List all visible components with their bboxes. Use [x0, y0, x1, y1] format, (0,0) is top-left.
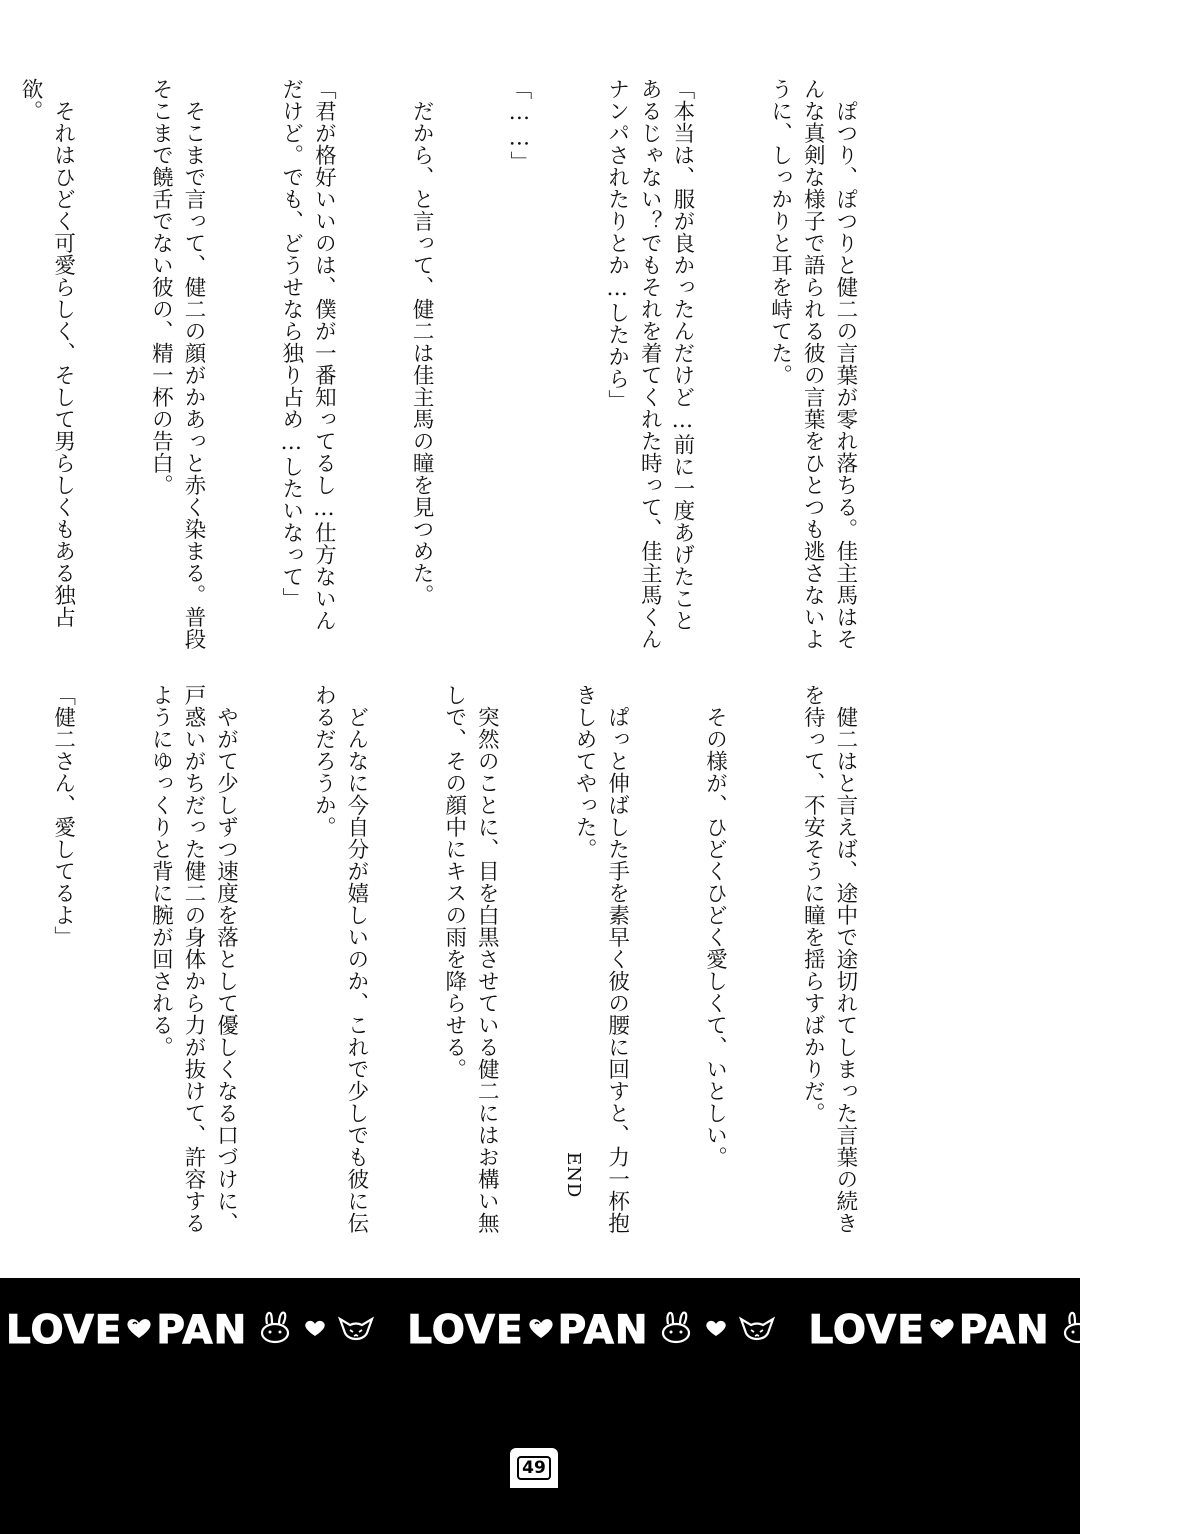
small-heart-icon	[1106, 1318, 1130, 1342]
paragraph: やがて少しずつ速度を落として優しくなる口づけに、戸惑いがちだった健二の身体から力が抜けて、許容するようにゆっくりと背に腕が回される。	[148, 684, 239, 1234]
banner-word-pan: PAN	[958, 1307, 1050, 1353]
heart-icon	[928, 1316, 956, 1344]
banner-word-love: LOVE	[407, 1307, 524, 1353]
end-mark: END	[563, 1152, 584, 1199]
cat-face-icon	[736, 1311, 778, 1349]
paragraph: どんなに今自分が嬉しいのか、これで少しでも彼に伝わるだろうか。	[311, 684, 369, 1234]
cat-face-icon	[1138, 1311, 1180, 1349]
banner-word-love: LOVE	[6, 1307, 123, 1353]
bunny-icon	[255, 1310, 295, 1350]
paragraph: その様が、ひどくひどく愛しくて、いとしい。	[702, 684, 728, 1168]
footer-band	[0, 1278, 1080, 1534]
banner-unit	[808, 1308, 1179, 1353]
page-number: 49	[517, 1456, 551, 1480]
story-text-upper	[17, 78, 926, 650]
paragraph: 突然のことに、目を白黒させている健二にはお構い無しで、その顔中にキスの雨を降らせる。	[441, 684, 500, 1234]
banner-unit	[6, 1308, 377, 1353]
cat-face-icon	[335, 1311, 377, 1349]
heart-icon	[527, 1316, 555, 1344]
paragraph: それはひどく可愛らしく、そして男らしくもある独占欲。	[17, 78, 76, 628]
paragraph: 「健二さん、愛してるよ」	[50, 684, 76, 948]
paragraph: 健二はと言えば、途中で途切れてしまった言葉の続きを待って、不安そうに瞳を揺らすばかりだ。	[800, 684, 858, 1234]
story-text-lower	[50, 684, 926, 1244]
heart-icon	[125, 1316, 153, 1344]
banner-unit	[407, 1308, 778, 1353]
paragraph: だから、と言って、健二は佳主馬の瞳を見つめた。	[409, 78, 435, 606]
small-heart-icon	[704, 1318, 728, 1342]
banner-word-love: LOVE	[808, 1307, 925, 1353]
banner-word-pan: PAN	[557, 1307, 649, 1353]
paragraph: ぽつり、ぽつりと健二の言葉が零れ落ちる。佳主馬はそんな真剣な様子で語られる彼の言葉をひとつも逃さないように、しっかりと耳を峙てた。	[767, 78, 858, 650]
small-heart-icon	[303, 1318, 327, 1342]
banner-word-pan: PAN	[156, 1307, 248, 1353]
paragraph: 「君が格好いいのは、僕が一番知ってるし…仕方ないんだけど。でも、どうせなら独り占め…したいなって」	[278, 78, 337, 632]
paragraph: ぱっと伸ばした手を素早く彼の腰に回すと、力一杯抱きしめてやった。	[572, 684, 630, 1234]
paragraph: 「本当は、服が良かったんだけど…前に一度あげたことあるじゃない？でもそれを着てくれた時って、佳主馬くんナンパされたりとか…したから」	[604, 78, 695, 650]
paragraph: 「……」	[506, 78, 532, 173]
page-number-tab	[510, 1448, 558, 1488]
bunny-icon	[1058, 1310, 1098, 1350]
love-pan-banner	[0, 1298, 1080, 1362]
bunny-icon	[656, 1310, 696, 1350]
paragraph: そこまで言って、健二の顔がかあっと赤く染まる。普段そこまで饒舌でない彼の、精一杯の告白。	[148, 78, 206, 650]
